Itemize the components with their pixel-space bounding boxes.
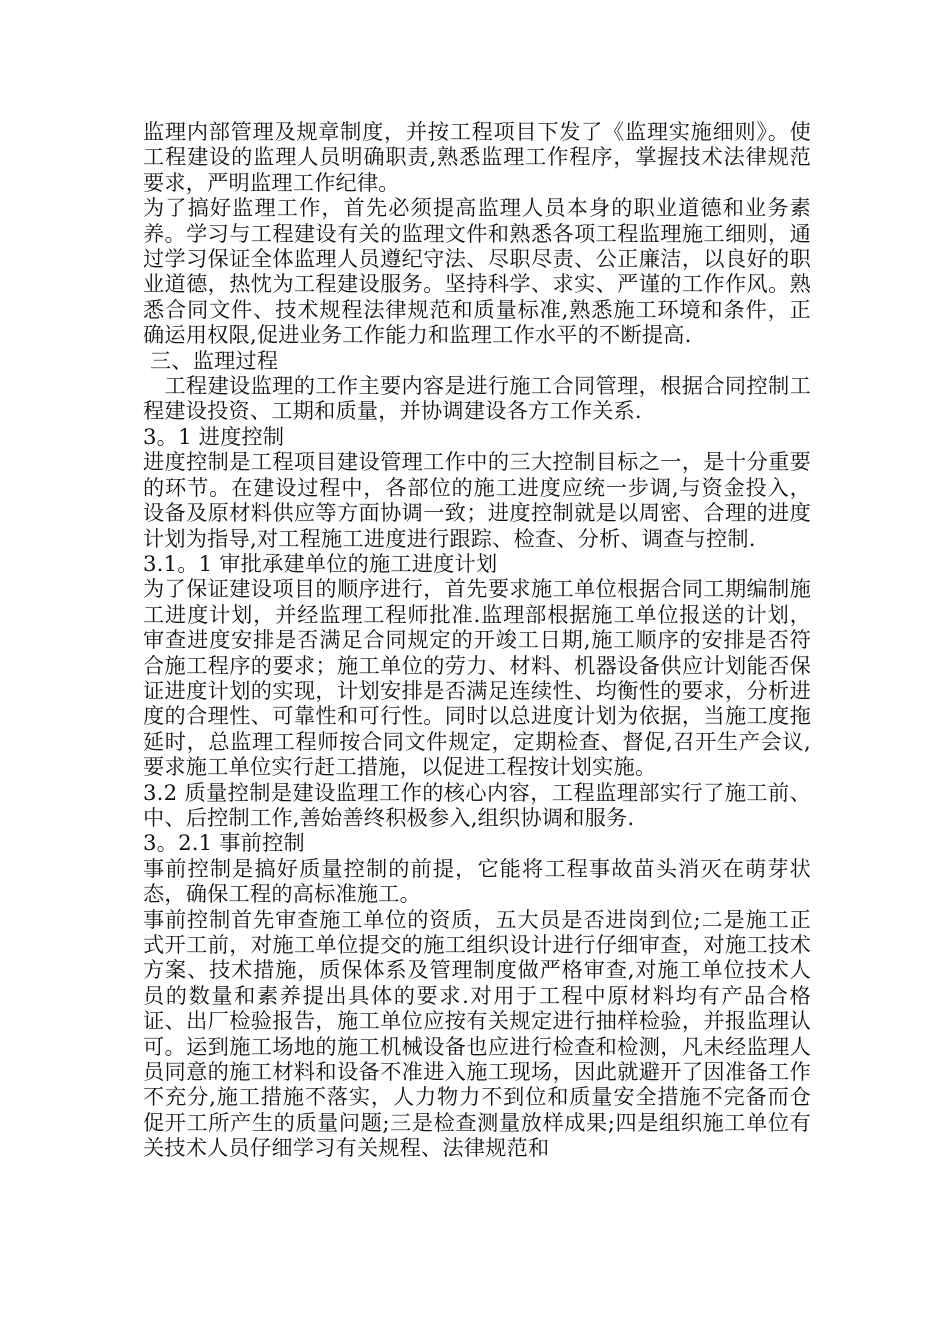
subsection-heading: 3。2.1 事前控制	[143, 830, 305, 856]
paragraph: 工程建设监理的工作主要内容是进行施工合同管理，根据合同控制工程建设投资、工期和质量，并协调建设各方工作关系.	[143, 373, 811, 424]
subsection-heading: 3。1 进度控制	[143, 423, 285, 449]
section-heading: 三、监理过程	[143, 347, 279, 373]
paragraph: 监理内部管理及规章制度，并按工程项目下发了《监理实施细则》。使工程建设的监理人员明确职责,熟悉监理工作程序，掌握技术法律规范要求，严明监理工作纪律。	[143, 119, 811, 195]
paragraph: 事前控制是搞好质量控制的前提，它能将工程事故苗头消灭在萌芽状态，确保工程的高标准施工。	[143, 855, 811, 907]
paragraph: 事前控制首先审查施工单位的资质，五大员是否进岗到位;二是施工正式开工前，对施工单位提交的施工组织设计进行仔细审查，对施工技术方案、技术措施，质保体系及管理制度做严格审查,对施工单位技术人员的数量和素养提出具体的要求.对用于工程中原材料均有产品合格证、出厂检验报告，施工单位应按有关规定进行抽样检验，并报监理认可。运到施工场地的施工机械设备也应进行检查和检测，凡未经监理人员同意的施工材料和设备不准进入施工现场，因此就避开了因准备工作不充分,施工措施不落实，人力物力不到位和质量安全措施不完备而仓促开工所产生的质量问题;三是检查测量放样成果;四是组织施工单位有关技术人员仔细学习有关规程、法律规范和	[143, 906, 811, 1161]
paragraph: 3.2 质量控制是建设监理工作的核心内容，工程监理部实行了施工前、中、后控制工作,善始善终积极参入,组织协调和服务.	[143, 779, 811, 830]
paragraph: 为了搞好监理工作，首先必须提高监理人员本身的职业道德和业务素养。学习与工程建设有关的监理文件和熟悉各项工程监理施工细则，通过学习保证全体监理人员遵纪守法、尽职尽责、公正廉洁，以良好的职业道德，热忱为工程建设服务。坚持科学、求实、严谨的工作作风。熟悉合同文件、技术规程法律规范和质量标准,熟悉施工环境和条件，正确运用权限,促进业务工作能力和监理工作水平的不断提高.	[143, 195, 811, 348]
paragraph: 为了保证建设项目的顺序进行，首先要求施工单位根据合同工期编制施工进度计划，并经监理工程师批准.监理部根据施工单位报送的计划，审查进度安排是否满足合同规定的开竣工日期,施工顺序的安排是否符合施工程序的要求；施工单位的劳力、材料、机器设备供应计划能否保证进度计划的实现，计划安排是否满足连续性、均衡性的要求，分析进度的合理性、可靠性和可行性。同时以总进度计划为依据，当施工度拖延时，总监理工程师按合同文件规定，定期检查、督促,召开生产会议,要求施工单位实行赶工措施，以促进工程按计划实施。	[143, 576, 811, 780]
paragraph: 进度控制是工程项目建设管理工作中的三大控制目标之一，是十分重要的环节。在建设过程中，各部位的施工进度应统一步调,与资金投入，设备及原材料供应等方面协调一致；进度控制就是以周密、合理的进度计划为指导,对工程施工进度进行跟踪、检查、分析、调查与控制.	[143, 449, 811, 551]
subsection-heading: 3.1。1 审批承建单位的施工进度计划	[143, 550, 498, 576]
document-page	[143, 119, 811, 1161]
